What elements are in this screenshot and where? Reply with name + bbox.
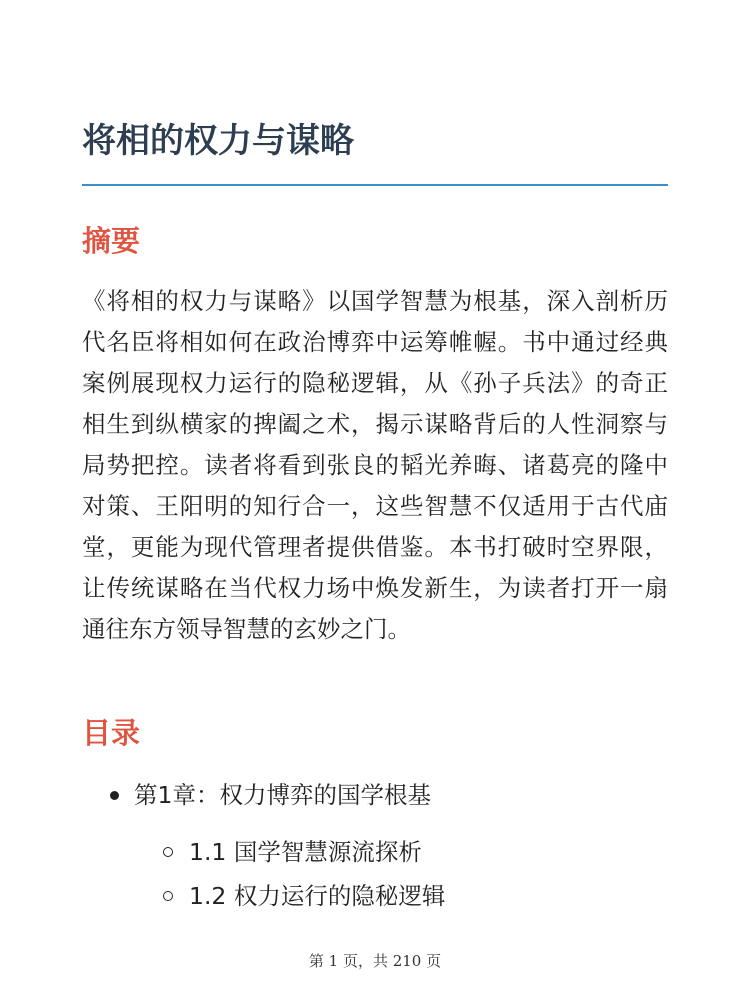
abstract-text: 《将相的权力与谋略》以国学智慧为根基，深入剖析历代名臣将相如何在政治博弈中运筹帷幄。书中通过经典案例展现权力运行的隐秘逻辑，从《孙子兵法》的奇正相生到纵横家的捭阖之术，揭示谋略背后的人性洞察与局势把控。读者将看到张良的韬光养晦、诸葛亮的隆中对策、王阳明的知行合一，这些智慧不仅适用于古代庙堂，更能为现代管理者提供借鉴。本书打破时空界限，让传统谋略在当代权力场中焕发新生，为读者打开一扇通往东方领导智慧的玄妙之门。 <box>82 287 668 643</box>
document-title: 将相的权力与谋略 <box>82 121 354 161</box>
abstract-heading: 摘要 <box>82 224 141 258</box>
toc-section-1-1[interactable] <box>134 830 668 874</box>
toc-section-label: 1.1 国学智慧源流探析 <box>189 838 422 866</box>
bullet-disc-icon <box>110 791 119 800</box>
table-of-contents <box>82 773 668 918</box>
toc-chapter-label: 第1章：权力博弈的国学根基 <box>134 781 431 809</box>
toc-chapter-1-sections <box>134 830 668 918</box>
toc-section-1-2[interactable] <box>134 874 668 918</box>
bullet-circle-icon <box>163 847 173 857</box>
toc-heading: 目录 <box>82 716 141 750</box>
title-divider <box>82 184 668 186</box>
page-footer: 第 1 页，共 210 页 <box>308 952 442 970</box>
toc-chapter-1[interactable] <box>82 773 668 918</box>
bullet-circle-icon <box>163 891 173 901</box>
toc-section-label: 1.2 权力运行的隐秘逻辑 <box>189 882 446 910</box>
